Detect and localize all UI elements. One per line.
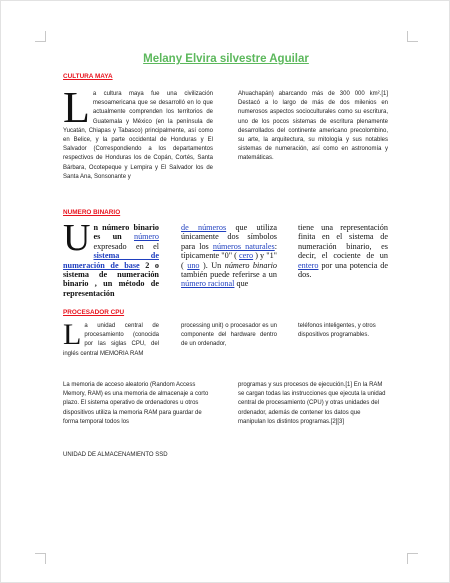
document-title: Melany Elvira silvestre Aguilar: [143, 53, 309, 65]
link-cero[interactable]: cero: [239, 251, 254, 261]
binario-text-6: ) y "1" (: [181, 251, 278, 270]
cpu-column-1: [63, 318, 159, 359]
heading-numero-binario: NUMERO BINARIO: [63, 209, 121, 216]
maya-text-1: a cultura maya fue una civilización mesoamericana que se desarrolló en lo que actualmente comprenden los territorios de Guatemala y México (en la península de Yucatán, Chiapas y Tabasco) principalmente, así como en Belice, y la parte occidental de Honduras y El Salvador (Correspondiendo a los departamentos respectivos de Honduras los de Copán, Cortés, Santa Bárbara, Ocotepeque y Lempira y El Salvador los de Santa Ana, Sonsonante y: [63, 91, 213, 180]
binario-text-2: expresado en el: [93, 241, 159, 251]
cpu-text-1: a unidad central de procesamiento (conocida por las siglas CPU, del inglés central MEMORIA RAM: [63, 323, 159, 357]
ram-column-1: La memoria de acceso aleatorio (Random Access Memory, RAM) es una memoria de almacenaje a corto plazo. El sistema operativo de ordenadores u otros dispositivos utiliza la memoria RAM para guardar de forma temporal todos los: [63, 382, 209, 425]
maya-column-2: Ahuachapán) abarcando más de 300 000 km².[1] Destacó a lo largo de más de dos milenios en numerosos aspectos socioculturales como su escritura, uno de los pocos sistemas de escritura plenamente desarrollados del continente americano precolombino, su arte, la arquitectura, su mitología y sus notables sistemas de numeración, así como en astronomía y matemáticas.: [238, 91, 388, 162]
binario-column-1: [63, 217, 159, 298]
margin-mark-bottom-right: [407, 553, 418, 564]
maya-column-1: [63, 83, 213, 182]
cpu-column-3: teléfonos inteligentes, y otros dispositivos programables.: [298, 323, 376, 339]
link-entero[interactable]: entero: [298, 260, 319, 270]
link-numeros-naturales[interactable]: números naturales: [212, 241, 275, 251]
link-sistema-numeracion[interactable]: sistema de numeración de base: [63, 251, 159, 270]
link-numero-racional[interactable]: número racional: [181, 279, 235, 289]
binario-text-11: por una potencia de dos.: [298, 260, 389, 280]
link-numero[interactable]: número: [133, 232, 159, 242]
binario-column-2: [181, 223, 277, 289]
binario-text-7: ). Un: [202, 260, 222, 270]
ram-column-2: programas y sus procesos de ejecución.[1] En la RAM se cargan todas las instrucciones que ejecuta la unidad central de procesamiento (CPU) y otras unidades del ordenador, además de contener los datos que manipulan los distintos programas.[2][3]: [238, 382, 386, 425]
cpu-dropcap: L: [63, 318, 82, 351]
margin-mark-top-left: [35, 31, 46, 42]
margin-mark-top-right: [407, 31, 418, 42]
binario-text-3: 2 o sistema de numeración binario , un método de representación: [63, 260, 159, 298]
margin-mark-bottom-left: [35, 553, 46, 564]
binario-text-10: tiene una representación finita en el sistema de numeración binario, es decir, el cociente de un: [298, 223, 388, 261]
binario-dropcap: U: [63, 217, 91, 259]
heading-procesador-cpu: PROCESADOR CPU: [63, 309, 125, 316]
link-de-numeros[interactable]: de números: [181, 223, 227, 232]
binario-text-9: que: [236, 279, 249, 289]
binario-italic: número binario: [224, 260, 278, 270]
heading-cultura-maya: CULTURA MAYA: [63, 73, 113, 80]
cpu-column-2: processing unit) o procesador es un componente del hardware dentro de un ordenador,: [181, 323, 277, 348]
binario-column-3: [298, 223, 388, 279]
binario-text-4: que utiliza únicamente dos símbolos para los: [181, 223, 277, 251]
binario-text-5: : típicamente "0" (: [181, 241, 277, 261]
binario-text-1: n número binario es un: [93, 223, 159, 242]
maya-dropcap: L: [63, 83, 90, 132]
footer-heading-ssd: UNIDAD DE ALMACENAMIENTO SSD: [63, 452, 168, 458]
binario-text-8: también puede referirse a un: [181, 270, 277, 280]
link-uno[interactable]: uno: [187, 260, 200, 270]
